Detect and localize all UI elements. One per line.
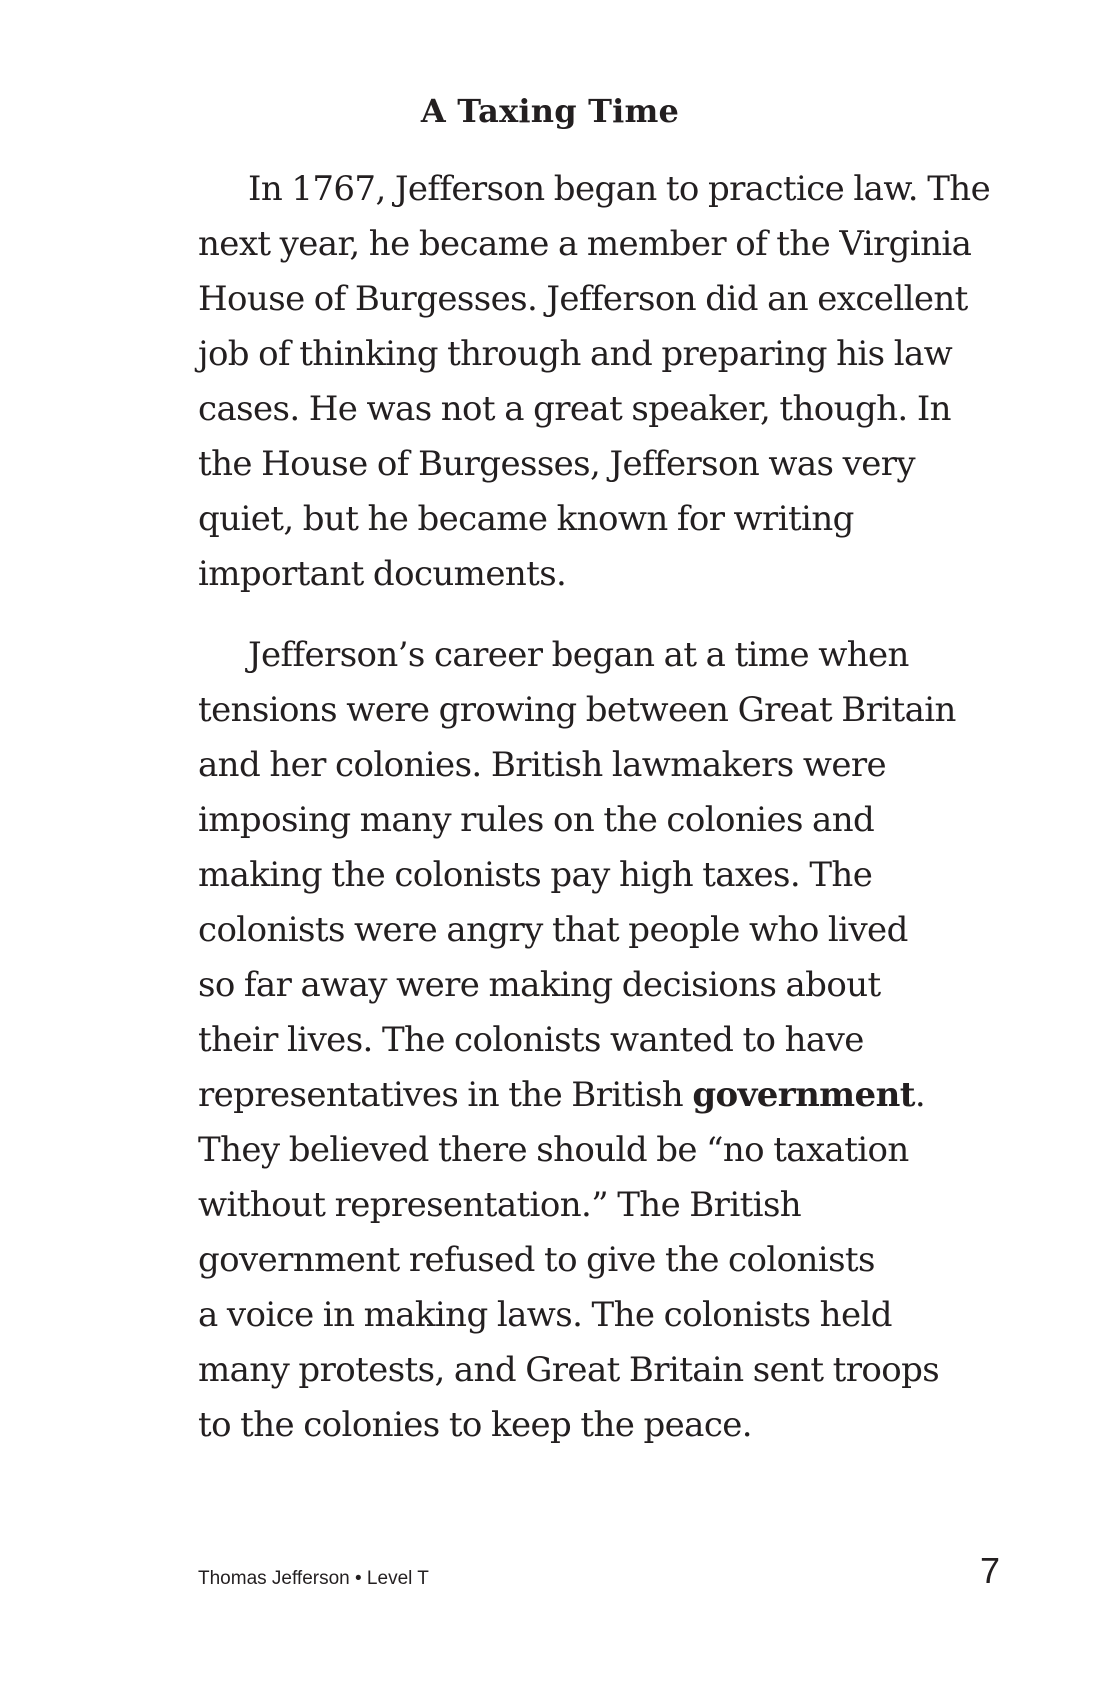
footer-book-title: Thomas Jefferson • Level T bbox=[198, 1568, 429, 1589]
paragraph-line: many protests, and Great Britain sent troops bbox=[198, 1350, 940, 1390]
paragraph-line: colonists were angry that people who lived bbox=[198, 910, 908, 950]
paragraph-line: tensions were growing between Great Britain bbox=[198, 690, 956, 730]
paragraph-2 bbox=[198, 628, 1018, 1453]
paragraph-line: the House of Burgesses, Jefferson was very bbox=[198, 444, 915, 484]
paragraph-line: quiet, but he became known for writing bbox=[198, 499, 854, 539]
line-text: . bbox=[914, 1075, 926, 1115]
line-text: representatives in the British bbox=[198, 1075, 693, 1115]
paragraph-line: Jefferson’s career began at a time when bbox=[248, 635, 909, 675]
page-number: 7 bbox=[979, 1550, 1000, 1591]
glossary-keyword: government bbox=[692, 1075, 915, 1115]
paragraph-line: so far away were making decisions about bbox=[198, 965, 881, 1005]
section-heading: A Taxing Time bbox=[420, 92, 680, 130]
paragraph-line: government refused to give the colonists bbox=[198, 1240, 875, 1280]
paragraph-line: and her colonies. British lawmakers were bbox=[198, 745, 887, 785]
paragraph-line: their lives. The colonists wanted to have bbox=[198, 1020, 864, 1060]
paragraph-line: job of thinking through and preparing his law bbox=[198, 334, 953, 374]
paragraph-line: imposing many rules on the colonies and bbox=[198, 800, 875, 840]
paragraph-line: cases. He was not a great speaker, though. In bbox=[198, 389, 951, 429]
paragraph-1 bbox=[198, 162, 1018, 602]
paragraph-line: In 1767, Jefferson began to practice law. The bbox=[248, 169, 991, 209]
paragraph-line: making the colonists pay high taxes. The bbox=[198, 855, 873, 895]
paragraph-line: to the colonies to keep the peace. bbox=[198, 1405, 753, 1445]
paragraph-line-with-keyword bbox=[198, 1068, 1018, 1123]
paragraph-line: They believed there should be “no taxation bbox=[198, 1130, 909, 1170]
paragraph-line: important documents. bbox=[198, 554, 567, 594]
paragraph-line: next year, he became a member of the Virginia bbox=[198, 224, 972, 264]
paragraph-line: a voice in making laws. The colonists held bbox=[198, 1295, 892, 1335]
paragraph-line: House of Burgesses. Jefferson did an excellent bbox=[198, 279, 968, 319]
paragraph-line: without representation.” The British bbox=[198, 1185, 802, 1225]
